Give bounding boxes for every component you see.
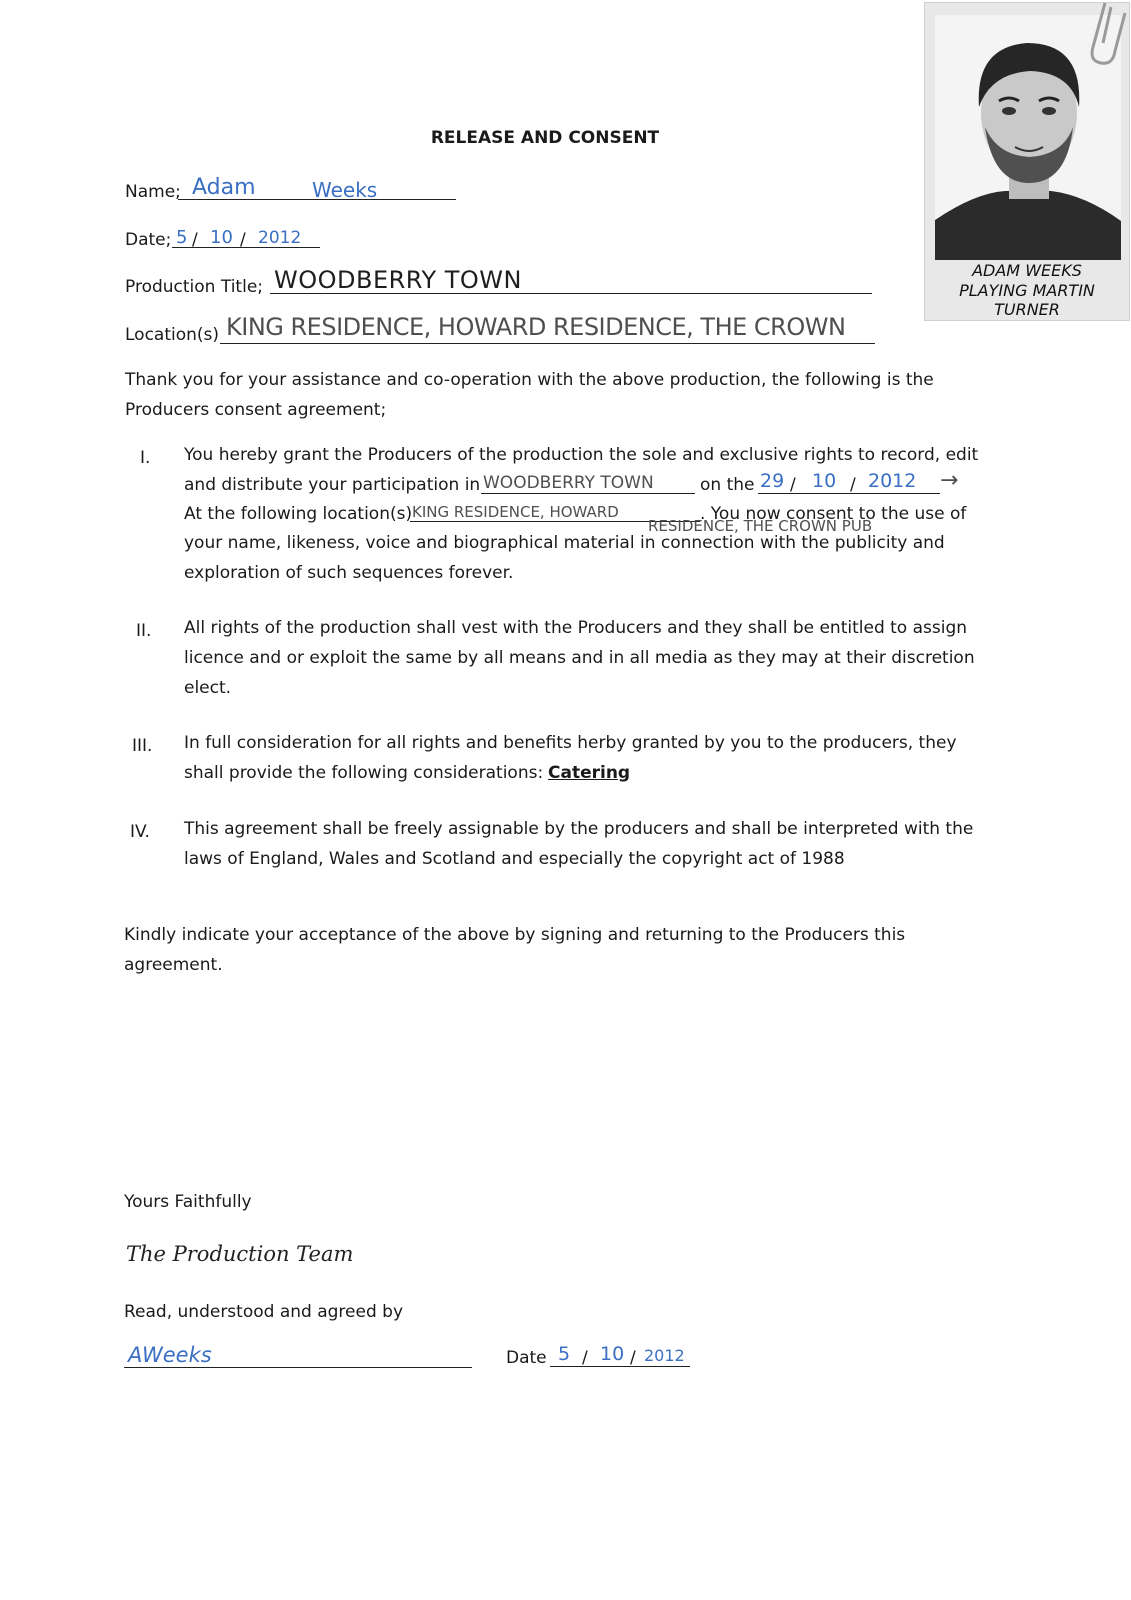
clause-3-consideration: Catering [548, 763, 631, 783]
yours-faithfully: Yours Faithfully [124, 1192, 252, 1212]
clause-1-year-fill: 2012 [868, 470, 917, 492]
clause-1-line-3-end: . You now consent to the use of [700, 504, 967, 524]
clause-1-day-fill: 29 [760, 470, 785, 492]
name-label: Name; [125, 182, 181, 202]
clause-3-line-1: In full consideration for all rights and benefits herby granted by you to the producers, they [184, 733, 957, 753]
closing-line-2: agreement. [124, 955, 223, 975]
clause-1-line-1: You hereby grant the Producers of the production the sole and exclusive rights to record, edit [184, 445, 979, 465]
agreed-signature: AWeeks [128, 1343, 212, 1367]
agreed-date-month: 10 [600, 1343, 625, 1365]
clause-2-line-2: licence and or exploit the same by all means and in all media as they may at their discretion [184, 648, 975, 668]
location-value: KING RESIDENCE, HOWARD RESIDENCE, THE CROWN [226, 313, 846, 341]
date-slash-1: / [192, 230, 198, 250]
production-title-label: Production Title; [125, 277, 264, 297]
location-label: Location(s) [125, 325, 220, 345]
headshot-card [924, 2, 1130, 321]
paperclip-icon [1075, 0, 1129, 69]
clause-2-line-3: elect. [184, 678, 232, 698]
clause-1-date-slash-2: / [850, 475, 856, 495]
intro-line-1: Thank you for your assistance and co-operation with the above production, the following is the [125, 370, 934, 390]
clause-1-numeral: I. [140, 448, 151, 468]
date-slash-2: / [240, 230, 246, 250]
clause-1-date-line [758, 493, 940, 494]
production-title-value: WOODBERRY TOWN [274, 266, 522, 294]
date-year-value: 2012 [258, 228, 302, 248]
clause-4-line-2: laws of England, Wales and Scotland and especially the copyright act of 1988 [184, 849, 845, 869]
clause-2-numeral: II. [136, 621, 152, 641]
clause-4-line-1: This agreement shall be freely assignable by the producers and shall be interpreted with the [184, 819, 974, 839]
clause-1-location-extra-fill: RESIDENCE, THE CROWN PUB [648, 517, 873, 535]
agreed-date-year: 2012 [644, 1346, 685, 1365]
clause-1-line-4: your name, likeness, voice and biographical material in connection with the publicity and [184, 533, 945, 553]
clause-3-numeral: III. [132, 736, 153, 756]
clause-1-location-fill: KING RESIDENCE, HOWARD [412, 503, 619, 521]
location-line [220, 343, 875, 344]
clause-1-date-slash-1: / [790, 475, 796, 495]
clause-1-line-3-start: At the following location(s) [184, 504, 413, 524]
production-team-signature: The Production Team [126, 1242, 354, 1266]
clause-1-month-fill: 10 [812, 470, 837, 492]
signature-line [124, 1367, 472, 1368]
clause-1-line-2-start: and distribute your participation in [184, 475, 481, 495]
agreed-date-line [550, 1366, 690, 1367]
intro-line-2: Producers consent agreement; [125, 400, 387, 420]
agreed-date-slash-1: / [582, 1348, 588, 1368]
clause-1-line-5: exploration of such sequences forever. [184, 563, 514, 583]
clause-4-numeral: IV. [130, 822, 150, 842]
name-first-value: Adam [192, 175, 256, 200]
date-label: Date; [125, 230, 172, 250]
page-title: RELEASE AND CONSENT [430, 128, 660, 148]
closing-line-1: Kindly indicate your acceptance of the above by signing and returning to the Producers this [124, 925, 906, 945]
headshot-caption-role: PLAYING MARTIN TURNER [959, 281, 1095, 319]
clause-1-line-2-mid: on the [700, 475, 755, 495]
agreed-date-day: 5 [558, 1343, 571, 1365]
date-month-value: 10 [210, 227, 233, 248]
clause-1-production-line [481, 493, 695, 494]
name-last-value: Weeks [312, 178, 378, 202]
headshot-caption-name: ADAM WEEKS [972, 261, 1082, 280]
clause-1-arrow: → [940, 468, 959, 493]
clause-2-line-1: All rights of the production shall vest with the Producers and they shall be entitled to assign [184, 618, 968, 638]
agreed-by-label: Read, understood and agreed by [124, 1302, 404, 1322]
agreed-date-label: Date [506, 1348, 547, 1368]
agreed-date-slash-2: / [630, 1348, 636, 1368]
clause-1-production-fill: WOODBERRY TOWN [483, 473, 654, 493]
clause-3-line-2: shall provide the following considerations: [184, 763, 544, 783]
date-day-value: 5 [176, 227, 188, 248]
